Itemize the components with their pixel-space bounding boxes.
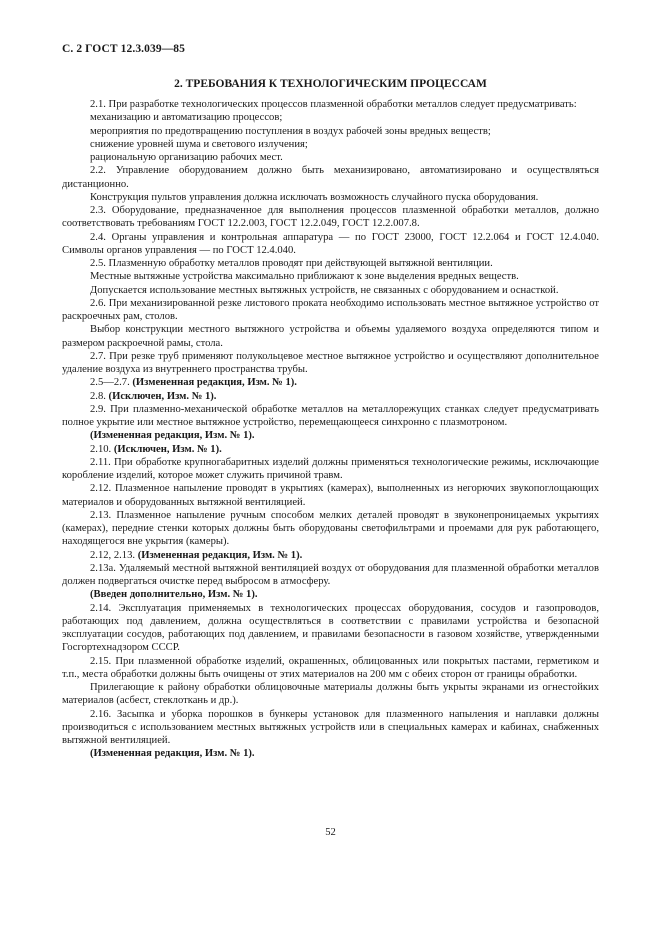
paragraph: Конструкция пультов управления должна исключать возможность случайного пуска оборудования.	[90, 191, 539, 203]
amendment-note: (Измененная редакция, Изм. № 1).	[90, 430, 255, 442]
paragraph: Допускается использование местных вытяжных устройств, не связанных с оборудованием и оснасткой.	[90, 284, 559, 296]
list-item: рациональную организацию рабочих мест.	[90, 152, 283, 163]
amendment-note: 2.12, 2.13. (Измененная редакция, Изм. № 1).	[90, 549, 303, 561]
paragraph-2-14: 2.14. Эксплуатация применяемых в технологических процессах оборудования, сосудов и газопроводов, работающих под давлением, должна осуществляться в соответствии с правилами устройства и безопасной эксплуатации сосудов, работающих под давлением, и правилами безопасности в газовом хозяйстве, утвержденными Госгортехнадзором СССР.	[62, 602, 599, 654]
page-number: 52	[325, 827, 336, 838]
paragraph: Прилегающие к району обработки облицовочные материалы должны быть укрыты экранами из огнестойких материалов (асбест, стеклоткань и др.).	[62, 682, 599, 707]
paragraph-2-4: 2.4. Органы управления и контрольная аппаратура — по ГОСТ 23000, ГОСТ 12.2.064 и ГОСТ 12.4.040. Символы органов управления — по ГОСТ 12.4.040.	[62, 231, 599, 256]
paragraph-2-12: 2.12. Плазменное напыление проводят в укрытиях (камерах), выполненных из негорючих звукопоглощающих материалов и оборудованных вытяжной вентиляцией.	[62, 483, 599, 508]
list-item: механизацию и автоматизацию процессов;	[90, 112, 283, 124]
paragraph-2-15: 2.15. При плазменной обработке изделий, окрашенных, облицованных или покрытых пастами, герметиком и т.п., места обработки должны быть очищены от этих материалов на 200 мм с обеих сторон от границы обработки.	[62, 655, 599, 680]
amendment-note: (Измененная редакция, Изм. № 1).	[90, 748, 255, 760]
list-item: мероприятия по предотвращению поступления в воздух рабочей зоны вредных веществ;	[90, 125, 491, 137]
paragraph-2-13a: 2.13а. Удаляемый местной вытяжной вентиляцией воздух от оборудования для плазменной обработки металлов должен подвергаться очистке перед выбросом в атмосферу.	[62, 562, 599, 587]
paragraph-2-11: 2.11. При обработке крупногабаритных изделий должны применяться технологические режимы, исключающие коробление изделий, которое может служить причиной травм.	[62, 456, 599, 481]
amendment-note: 2.5—2.7. (Измененная редакция, Изм. № 1).	[90, 377, 297, 389]
paragraph-2-9: 2.9. При плазменно-механической обработке металлов на металлорежущих станках следует предусматривать полное укрытие или местное вытяжное устройство, перемещающееся синхронно с плазмотроном.	[62, 403, 599, 428]
paragraph-2-3: 2.3. Оборудование, предназначенное для выполнения процессов плазменной обработки металлов, должно соответствовать требованиям ГОСТ 12.2.003, ГОСТ 12.2.049, ГОСТ 12.2.007.8.	[62, 205, 599, 230]
paragraph-2-2: 2.2. Управление оборудованием должно быть механизировано, автоматизировано и осуществляться дистанционно.	[62, 165, 599, 190]
paragraph-2-16: 2.16. Засыпка и уборка порошков в бункеры установок для плазменного напыления и наплавки должны производиться с использованием местных вытяжных устройств или в специальных камерах и кабинах, снабженных вытяжной вентиляцией.	[62, 708, 599, 746]
paragraph-2-6: 2.6. При механизированной резке листового проката необходимо использовать местное вытяжное устройство от раскроечных рам, столов.	[62, 297, 599, 322]
paragraph-2-5: 2.5. Плазменную обработку металлов проводят при действующей вытяжной вентиляции.	[90, 258, 493, 269]
amendment-note: 2.10. (Исключен, Изм. № 1).	[90, 443, 222, 455]
running-header: С. 2 ГОСТ 12.3.039—85	[62, 43, 185, 55]
paragraph: Выбор конструкции местного вытяжного устройства и объемы удаляемого воздуха определяются типом и размером раскроечной рамы, стола.	[62, 324, 599, 349]
section-title: 2. ТРЕБОВАНИЯ К ТЕХНОЛОГИЧЕСКИМ ПРОЦЕССАМ	[174, 78, 487, 90]
paragraph: Местные вытяжные устройства максимально приближают к зоне выделения вредных веществ.	[90, 271, 519, 283]
paragraph-2-7: 2.7. При резке труб применяют полукольцевое местное вытяжное устройство и осуществляют дополнительное удаление воздуха из внутреннего пространства трубы.	[62, 350, 599, 375]
paragraph-2-1: 2.1. При разработке технологических процессов плазменной обработки металлов следует предусматривать:	[90, 99, 577, 110]
section-body	[62, 98, 599, 761]
amendment-note: (Введен дополнительно, Изм. № 1).	[90, 589, 258, 601]
paragraph-2-13: 2.13. Плазменное напыление ручным способом мелких деталей проводят в звуконепроницаемых укрытиях (камерах), передние стенки которых должны быть оборудованы светофильтрами и проемами для рук работающего, находящегося вне укрытия (камеры).	[62, 509, 599, 548]
list-item: снижение уровней шума и светового излучения;	[90, 138, 308, 150]
amendment-note: 2.8. (Исключен, Изм. № 1).	[90, 390, 217, 402]
